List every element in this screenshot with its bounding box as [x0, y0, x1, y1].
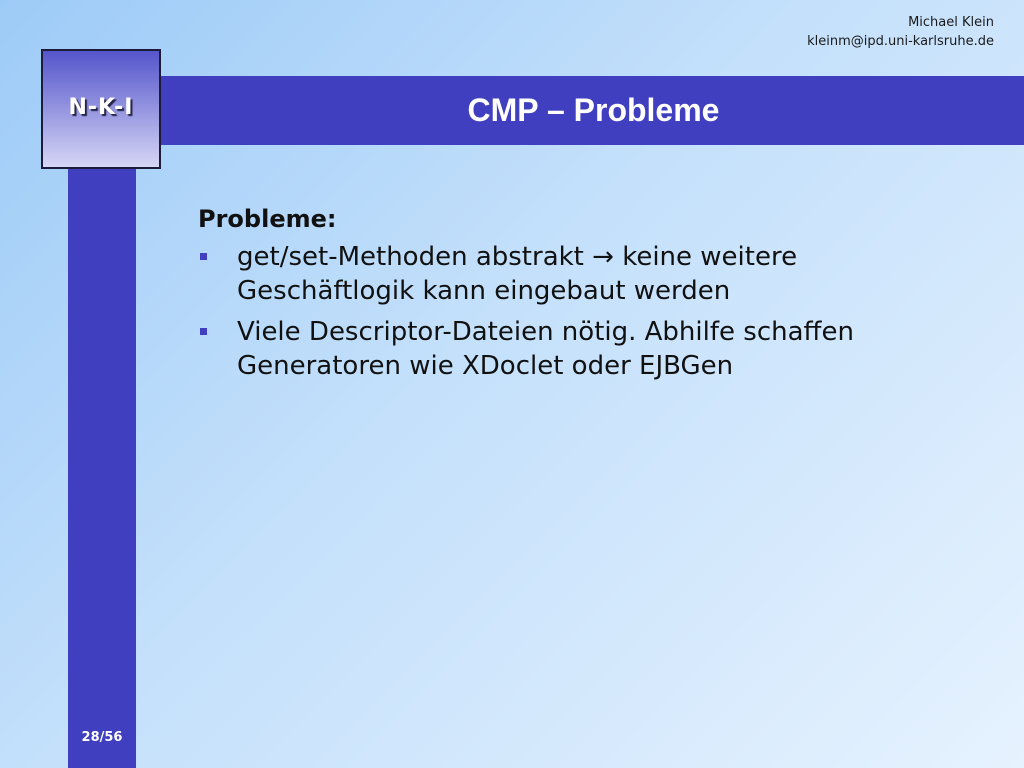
- side-bar: [68, 160, 136, 768]
- bullet-line: Geschäftlogik kann eingebaut werden: [237, 276, 731, 306]
- bullet-item: [198, 240, 958, 308]
- bullet-line: get/set-Methoden abstrakt → keine weitere: [237, 242, 798, 272]
- bullet-line: Viele Descriptor-Dateien nötig. Abhilfe schaffen: [237, 317, 854, 347]
- bullet-item: [198, 315, 958, 383]
- bullet-line: Generatoren wie XDoclet oder EJBGen: [237, 351, 734, 381]
- logo-text: N-K-I: [68, 95, 134, 120]
- square-bullet-icon: [200, 253, 207, 260]
- slide-title: CMP – Probleme: [467, 92, 720, 128]
- content-heading: Probleme:: [198, 205, 337, 233]
- author-name: Michael Klein: [908, 15, 994, 30]
- square-bullet-icon: [200, 328, 207, 335]
- bullet-list: [198, 240, 958, 383]
- author-email: kleinm@ipd.uni-karlsruhe.de: [807, 34, 994, 49]
- slide-content: [198, 202, 958, 390]
- page-number: 28/56: [81, 730, 123, 745]
- logo: [41, 49, 161, 169]
- author-info: [807, 13, 994, 51]
